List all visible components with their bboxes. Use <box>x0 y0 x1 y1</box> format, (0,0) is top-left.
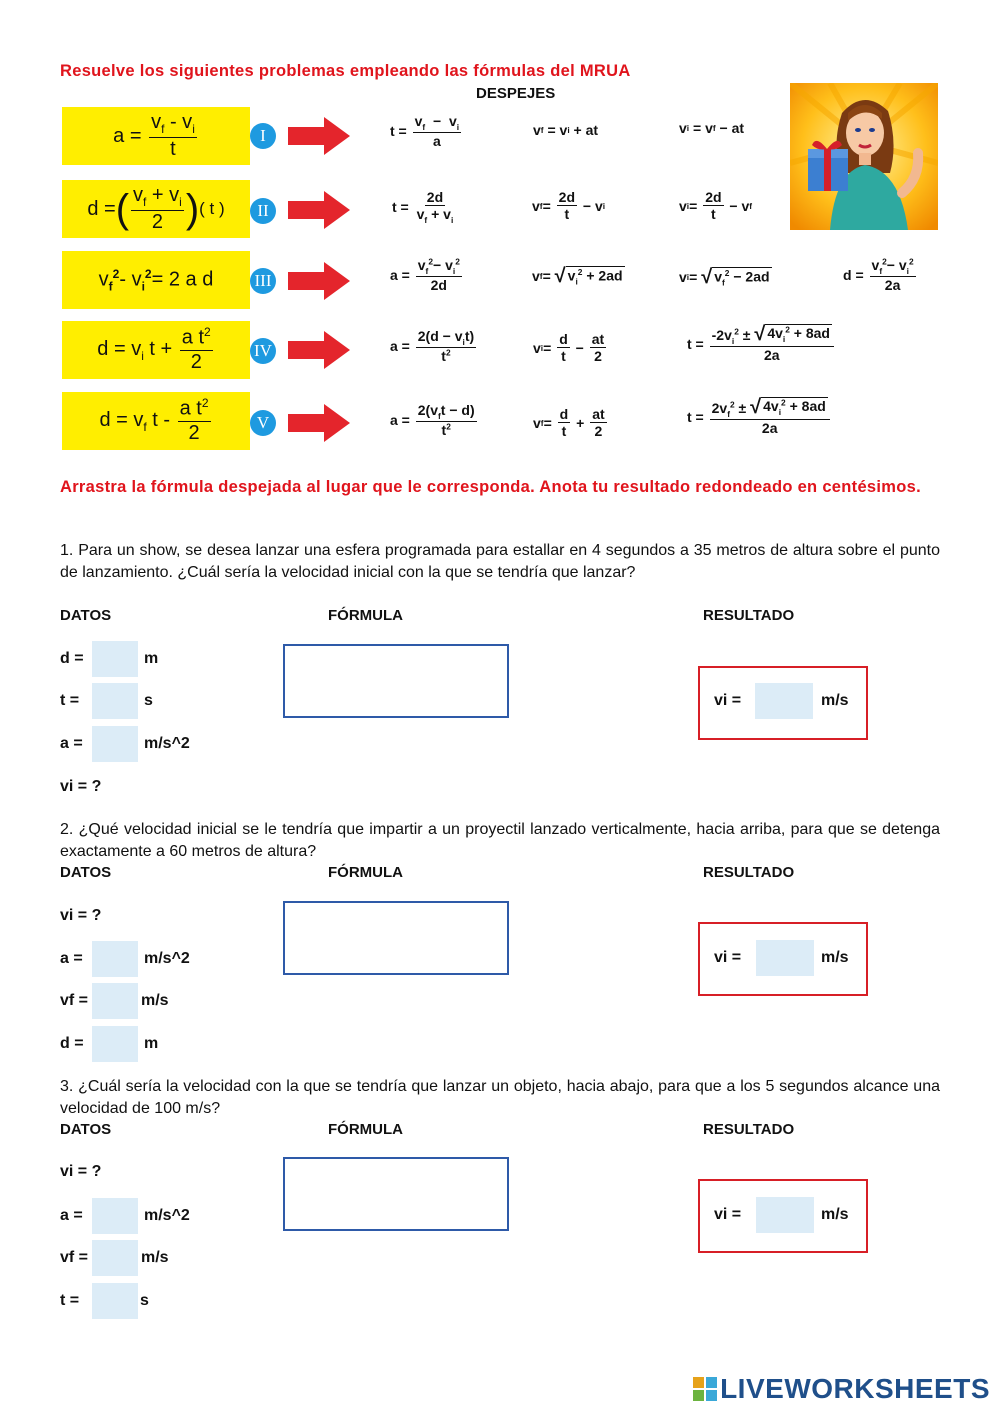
formula-drop-zone[interactable] <box>283 1157 509 1231</box>
datum-unit: s <box>144 692 153 709</box>
formula-iv-box: $d = v_i$ t + $\frac{a t^2}{2}$ <box>62 321 250 379</box>
datos-header: DATOS <box>60 607 112 624</box>
datum-label: d = <box>60 650 84 667</box>
formula-header: FÓRMULA <box>328 1121 403 1138</box>
result-input[interactable] <box>755 683 813 719</box>
roman-numeral-badge: I <box>250 123 276 149</box>
despeje-i-t[interactable]: t = $\frac{v_f - v_i}{a}$ <box>390 113 460 150</box>
answer-input-a[interactable] <box>92 1198 138 1234</box>
datum-label: t = <box>60 692 80 709</box>
answer-input-vf[interactable] <box>92 983 138 1019</box>
formula-drop-zone[interactable] <box>283 901 509 975</box>
result-label: vi = <box>714 1206 742 1223</box>
arrow-right-icon <box>288 404 350 442</box>
despeje-iii-a[interactable]: a = $\frac{v_f^2- v_i^2}{2d}$ <box>390 256 460 294</box>
resultado-header: RESULTADO <box>703 1121 795 1138</box>
datum-unit: m/s <box>141 1249 169 1266</box>
unknown-label: vi = ? <box>60 907 102 924</box>
woman-with-gift-illustration <box>790 83 938 230</box>
despeje-i-vf[interactable]: v f = v i + at <box>533 122 599 138</box>
despeje-iii-vf[interactable]: v f = √ $v_i^2 + 2ad$ <box>532 265 623 287</box>
answer-input-vf[interactable] <box>92 1240 138 1276</box>
problem-2-text: 2. ¿Qué velocidad inicial se le tendría que impartir a un proyectil lanzado verticalmente, hacia arriba, para que se detenga exactamente a 60 metros de altura? <box>60 821 940 860</box>
answer-input-d[interactable] <box>92 1026 138 1062</box>
despeje-iv-a[interactable]: a = $\frac{2(d - v_it)}{t^2}$ <box>390 328 475 365</box>
datos-header: DATOS <box>60 864 112 881</box>
datum-label: vf = <box>60 992 89 1009</box>
result-label: vi = <box>714 692 742 709</box>
liveworksheets-logo-mark-icon <box>693 1377 717 1401</box>
formula-i-box: a = $\frac{v_f - v_i}{t}$ <box>62 107 250 165</box>
logo-text: LIVEWORKSHEETS <box>720 1373 990 1404</box>
formula-drop-zone[interactable] <box>283 644 509 718</box>
problem-1-text: 1. Para un show, se desea lanzar una esfera programada para estallar en 4 segundos a 35 metros de altura sobre el punto de lanzamiento. ¿Cuál sería la velocidad inicial con la que se tendría que lanzar? <box>60 542 940 581</box>
result-input[interactable] <box>756 940 814 976</box>
datum-label: vf = <box>60 1249 89 1266</box>
unknown-label: vi = ? <box>60 778 102 795</box>
datos-header: DATOS <box>60 1121 112 1138</box>
result-unit: m/s <box>821 949 849 966</box>
despeje-iii-d[interactable]: d = $\frac{v_f^2- v_i^2}{2a}$ <box>843 256 914 294</box>
formula-iii-box: $v_f^2-$ $v_i^2= 2$ a d <box>62 251 250 309</box>
despejes-heading: DESPEJES <box>476 85 556 102</box>
roman-numeral-badge: II <box>250 198 276 224</box>
formula-v-box: $d = v_f$ t - $\frac{a t^2}{2}$ <box>62 392 250 450</box>
liveworksheets-logo <box>693 1373 990 1405</box>
result-label: vi = <box>714 949 742 966</box>
despeje-v-a[interactable]: a = $\frac{2(v_ft - d)}{t^2}$ <box>390 402 475 439</box>
despeje-iii-vi[interactable]: v i = √ $v_f^2 - 2ad$ <box>679 266 770 288</box>
answer-input-d[interactable] <box>92 641 138 677</box>
despeje-ii-t[interactable]: t = $\frac{2d}{v_f + v_i}$ <box>392 189 454 225</box>
formula-header: FÓRMULA <box>328 607 403 624</box>
datum-unit: s <box>140 1292 149 1309</box>
datum-label: a = <box>60 950 83 967</box>
despeje-i-vi[interactable]: v i = v f − at <box>679 120 745 136</box>
formula-ii-box: d = ( $\frac{v_f + v_i}{2}$ ) ( t ) <box>62 180 250 238</box>
result-unit: m/s <box>821 1206 849 1223</box>
datum-label: a = <box>60 735 83 752</box>
datum-label: t = <box>60 1292 80 1309</box>
problem-3-text: 3. ¿Cuál sería la velocidad con la que se tendría que lanzar un objeto, hacia abajo, para que a los 5 segundos alcance una velocidad de 100 m/s? <box>60 1078 940 1117</box>
datum-unit: m/s <box>141 992 169 1009</box>
answer-input-t[interactable] <box>92 683 138 719</box>
resultado-header: RESULTADO <box>703 607 795 624</box>
datum-unit: m/s^2 <box>144 735 190 752</box>
despeje-ii-vi[interactable]: v i = $\frac{2d}{t}$ − v f <box>679 189 753 223</box>
despeje-v-vf[interactable]: v f = $\frac{d}{t}$ + $\frac{at}{2}$ <box>533 406 605 440</box>
datum-label: a = <box>60 1207 83 1224</box>
despeje-ii-vf[interactable]: v f = $\frac{2d}{t}$ − v i <box>532 189 606 223</box>
datum-unit: m <box>144 650 159 667</box>
result-input[interactable] <box>756 1197 814 1233</box>
answer-input-a[interactable] <box>92 941 138 977</box>
answer-input-t[interactable] <box>92 1283 138 1319</box>
datum-unit: m/s^2 <box>144 1207 190 1224</box>
roman-numeral-badge: V <box>250 410 276 436</box>
arrow-right-icon <box>288 117 350 155</box>
arrow-right-icon <box>288 191 350 229</box>
roman-numeral-badge: IV <box>250 338 276 364</box>
arrow-right-icon <box>288 262 350 300</box>
drag-instruction: Arrastra la fórmula despejada al lugar que le corresponda. Anota tu resultado redondeado en centésimos. <box>60 478 921 496</box>
despeje-v-t[interactable]: t = $2v_f^2$ ± √ $4v_i^2 + 8ad$ 2a <box>687 397 832 437</box>
despeje-iv-vi[interactable]: v i = $\frac{d}{t}$ − $\frac{at}{2}$ <box>533 331 605 365</box>
worksheet-title: Resuelve los siguientes problemas empleando las fórmulas del MRUA <box>60 62 631 80</box>
datum-unit: m/s^2 <box>144 950 190 967</box>
despeje-iv-t[interactable]: t = $-2v_i^2$ ± √ $4v_i^2 + 8ad$ 2a <box>687 324 836 364</box>
unknown-label: vi = ? <box>60 1163 102 1180</box>
resultado-header: RESULTADO <box>703 864 795 881</box>
arrow-right-icon <box>288 331 350 369</box>
answer-input-a[interactable] <box>92 726 138 762</box>
formula-header: FÓRMULA <box>328 864 403 881</box>
datum-label: d = <box>60 1035 84 1052</box>
roman-numeral-badge: III <box>250 268 276 294</box>
result-unit: m/s <box>821 692 849 709</box>
datum-unit: m <box>144 1035 159 1052</box>
